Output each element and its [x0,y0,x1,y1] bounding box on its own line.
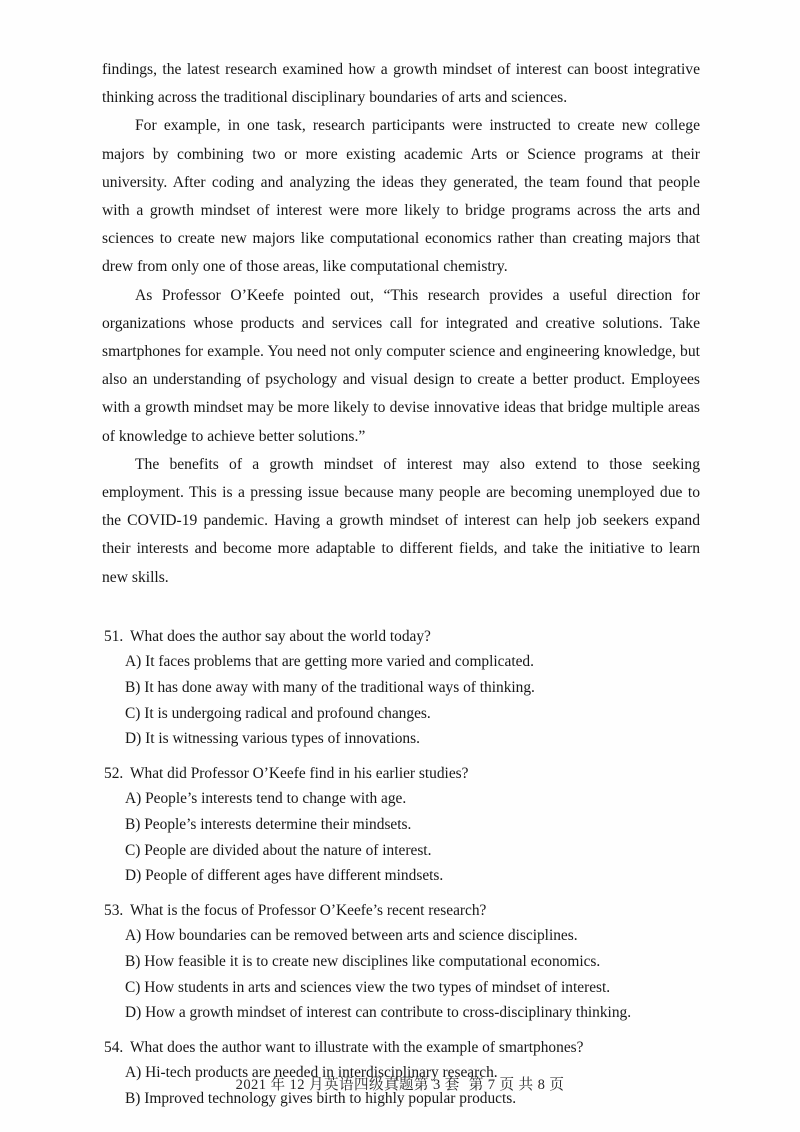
footer-page-label: 第 7 页 共 8 页 [468,1077,565,1093]
question-text-51: What does the author say about the world today? [130,627,431,645]
question-stem-51 [102,624,700,650]
option-51-c[interactable]: C) It is undergoing radical and profound changes. [125,704,431,722]
question-text-53: What is the focus of Professor O’Keefe’s recent research? [130,901,487,919]
question-text-54: What does the author want to illustrate with the example of smartphones? [130,1038,584,1056]
option-53-d[interactable]: D) How a growth mindset of interest can contribute to cross-disciplinary thinking. [125,1004,632,1022]
question-number-53: 53. [104,901,124,919]
question-text-52: What did Professor O’Keefe find in his earlier studies? [130,764,469,782]
passage-paragraph-1: findings, the latest research examined how a growth mindset of interest can boost integrative thinking across the traditional disciplinary boundaries of arts and sciences. [102,61,700,107]
question-block-51 [102,624,700,752]
footer-exam-title: 2021 年 12 月英语四级真题第 3 套 [235,1077,460,1093]
option-52-a[interactable]: A) People’s interests tend to change with age. [125,790,407,808]
option-52-d[interactable]: D) People of different ages have different mindsets. [125,867,444,885]
question-block-53 [102,898,700,1026]
question-number-52: 52. [104,764,124,782]
question-stem-54 [102,1035,700,1061]
question-stem-53 [102,898,700,924]
passage-paragraph-4: The benefits of a growth mindset of interest may also extend to those seeking employment. This is a pressing issue because many people are becoming unemployed due to the COVID-19 pandemic. Having a growth mindset of interest can help job seekers expand their interests and become more adaptable to different fields, and take the initiative to learn new skills. [102,455,700,586]
question-number-51: 51. [104,627,124,645]
option-53-a[interactable]: A) How boundaries can be removed between arts and science disciplines. [125,927,578,945]
page-content [102,56,700,1121]
question-list [102,624,700,1112]
option-53-b[interactable]: B) How feasible it is to create new disciplines like computational economics. [125,952,601,970]
question-number-54: 54. [104,1038,124,1056]
option-52-c[interactable]: C) People are divided about the nature of interest. [125,841,432,859]
passage-paragraph-2: For example, in one task, research participants were instructed to create new college majors by combining two or more existing academic Arts or Science programs at their university. After coding and analyzing the ideas they generated, the team found that people with a growth mindset of interest were more likely to bridge programs across the arts and sciences to create new majors like computational economics rather than creating majors that drew from only one of those areas, like computational chemistry. [102,117,700,276]
page-footer [0,1074,800,1096]
option-54-b[interactable]: B) Improved technology gives birth to highly popular products. [125,1089,517,1107]
passage-paragraph-3: As Professor O’Keefe pointed out, “This research provides a useful direction for organizations whose products and services call for integrated and creative solutions. Take smartphones for example. You need not only computer science and engineering knowledge, but also an understanding of psychology and visual design to create a better product. Employees with a growth mindset may be more likely to devise innovative ideas that bridge multiple areas of knowledge to achieve better solutions.” [102,286,700,445]
option-53-c[interactable]: C) How students in arts and sciences view the two types of mindset of interest. [125,978,611,996]
reading-passage [102,56,700,592]
option-52-b[interactable]: B) People’s interests determine their mindsets. [125,816,412,834]
option-51-d[interactable]: D) It is witnessing various types of innovations. [125,730,420,748]
option-54-a[interactable]: A) Hi-tech products are needed in interdisciplinary research. [125,1064,498,1082]
option-51-a[interactable]: A) It faces problems that are getting more varied and complicated. [125,653,534,671]
option-51-b[interactable]: B) It has done away with many of the traditional ways of thinking. [125,679,535,697]
question-block-52 [102,761,700,889]
question-stem-52 [102,761,700,787]
